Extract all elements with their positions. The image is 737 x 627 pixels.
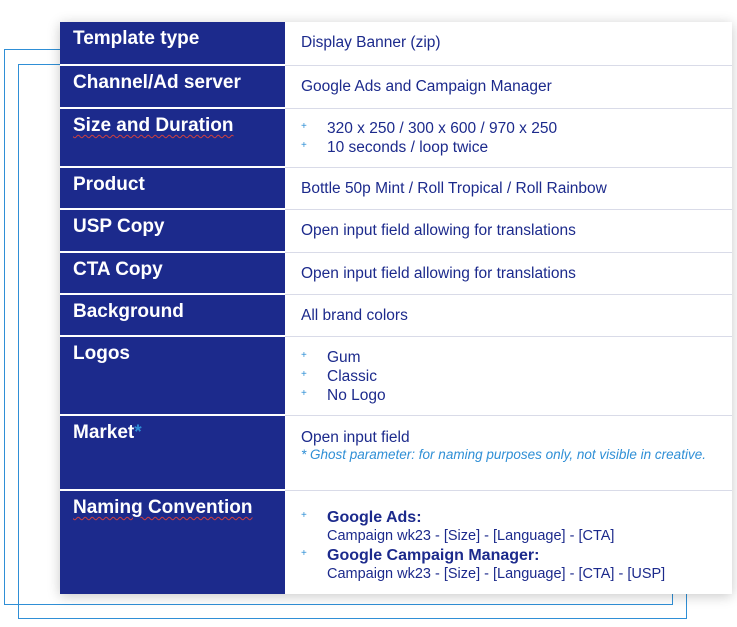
naming-title: + Google Campaign Manager: — [327, 547, 540, 564]
ghost-parameter-note: * Ghost parameter: for naming purposes only, not visible in creative. — [301, 447, 706, 462]
row-value: Open input field allowing for translations — [285, 253, 732, 295]
row-naming-convention — [60, 491, 732, 594]
label-text: Naming Convention — [73, 497, 253, 518]
row-label: USP Copy — [60, 210, 285, 253]
row-label: Product — [60, 168, 285, 210]
row-size-duration — [60, 109, 732, 168]
list-item: + 320 x 250 / 300 x 600 / 970 x 250 — [301, 119, 732, 138]
row-value — [285, 416, 732, 491]
list-item: + 10 seconds / loop twice — [301, 138, 732, 157]
naming-pattern: Campaign wk23 - [Size] - [Language] - [CTA] - [USP] — [327, 566, 666, 582]
list-item — [301, 546, 732, 584]
row-value: Display Banner (zip) — [285, 22, 732, 66]
row-cta-copy — [60, 253, 732, 295]
row-label: Template type — [60, 22, 285, 66]
row-value — [285, 109, 732, 168]
list-item: + No Logo — [301, 386, 732, 405]
label-text: Market — [73, 422, 135, 443]
row-value — [285, 337, 732, 416]
row-product — [60, 168, 732, 210]
market-value: Open input field — [301, 429, 410, 446]
row-value — [285, 491, 732, 594]
row-channel — [60, 66, 732, 109]
row-background — [60, 295, 732, 337]
row-template-type — [60, 22, 732, 66]
naming-pattern: Campaign wk23 - [Size] - [Language] - [CTA] — [327, 528, 615, 544]
row-value: All brand colors — [285, 295, 732, 337]
row-label: Background — [60, 295, 285, 337]
label-text: Size and Duration — [73, 115, 234, 136]
naming-title: + Google Ads: — [327, 509, 422, 526]
row-label: Channel/Ad server — [60, 66, 285, 109]
row-label: CTA Copy — [60, 253, 285, 295]
row-label — [60, 416, 285, 491]
row-logos — [60, 337, 732, 416]
list-item — [301, 508, 732, 546]
spec-table — [60, 22, 732, 594]
row-market — [60, 416, 732, 491]
list-item: + Gum — [301, 348, 732, 367]
row-value: Bottle 50p Mint / Roll Tropical / Roll Rainbow — [285, 168, 732, 210]
row-value: Open input field allowing for translations — [285, 210, 732, 253]
row-value: Google Ads and Campaign Manager — [285, 66, 732, 109]
row-label — [60, 491, 285, 594]
row-label — [60, 109, 285, 168]
row-usp-copy — [60, 210, 732, 253]
row-label: Logos — [60, 337, 285, 416]
list-item: + Classic — [301, 367, 732, 386]
asterisk-mark: * — [134, 422, 142, 443]
